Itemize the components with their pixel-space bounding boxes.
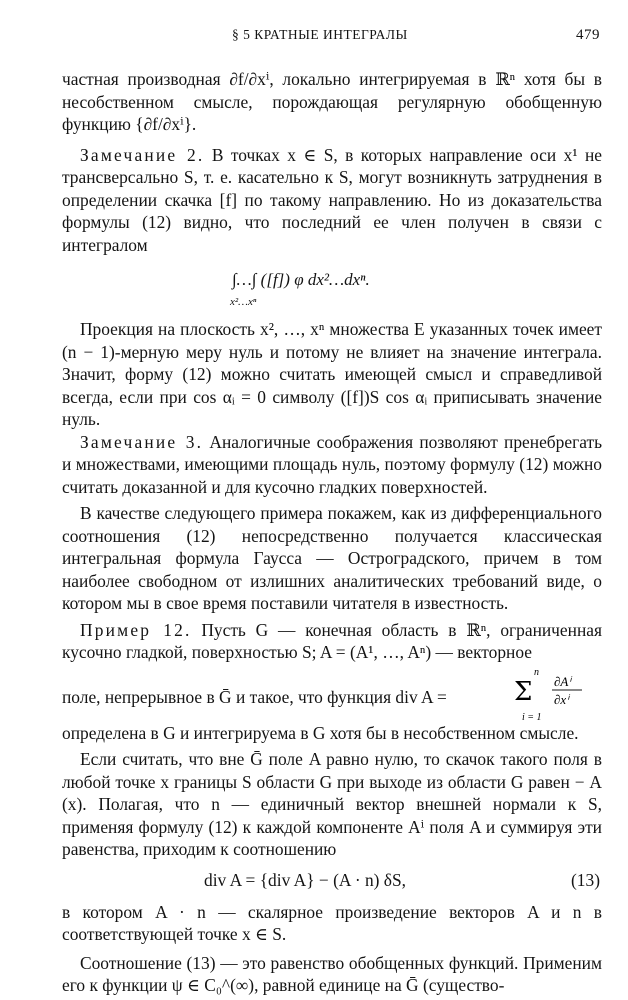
sum-lower-limit: i = 1: [522, 711, 542, 722]
remark-3: [62, 431, 602, 499]
running-header: [62, 24, 602, 48]
example-12-heading: Пример 12.: [80, 619, 192, 640]
sum-term-text: Σ ∂Aⁱ/∂xⁱ: [510, 663, 514, 665]
integral-expression: ∫…∫ ([f]) φ dx²…dxⁿ.: [232, 270, 370, 289]
paragraph-scalar-product: в котором A · n — скалярное произведение векторов A и n в соответствующей точке x ∈ S.: [62, 901, 602, 944]
remark-2: [62, 144, 602, 257]
formula-13-body: div A = {div A} − (A · n) δS,: [204, 869, 407, 890]
remark-3-text: Аналогичные соображения позволяют пренебрегать и множествами, имеющими площадь нуль, поэтому формулу (12) можно считать доказанной и для кусочно гладких поверхностей.: [62, 431, 602, 497]
example-12-text: Пусть G — конечная область в ℝⁿ, ограниченная кусочно гладкой, поверхностью S; A = (A¹, …, Aⁿ) — векторное: [62, 619, 602, 662]
paragraph-projection: Проекция на плоскость x², …, xⁿ множества E указанных точек имеет (n − 1)-мерную меру нуль и потому не влияет на значение интеграла. Значит, форму (12) можно считать имеющей смысл и справедливой всегда, если при cos αᵢ = 0 символу ([f])S cos αᵢ приписывать значение нуль.: [62, 319, 602, 429]
summation-formula: [510, 664, 600, 722]
remark-2-text: В точках x ∈ S, в которых направление оси x¹ не трансверсально S, т. е. касательно к S, могут возникнуть затруднения в определении скачка [f] по такому направлению. Но из доказательства формулы (12) видно, что последний ее член получен в связи с интегралом: [62, 144, 603, 255]
remark-3-heading: Замечание 3.: [80, 431, 204, 452]
paragraph-jump: Если считать, что вне Ḡ поле A равно нулю, то скачок такого поля в любой точке x границы S области G при выходе из области G равен − A (x). Полагая, что n — единичный вектор внешней нормали к S, применяя формулу (12) к каждой компоненте Aⁱ поля A и суммируя эти равенства, приходим к соотношению: [62, 749, 602, 859]
example-12: [62, 619, 602, 664]
divergence-line: [62, 664, 602, 722]
section-title: § 5 КРАТНЫЕ ИНТЕГРАЛЫ: [232, 27, 408, 42]
sum-upper-limit: n: [534, 666, 539, 678]
integral-subscript: x²…xⁿ: [230, 296, 257, 308]
sum-denominator: ∂xⁱ: [554, 691, 569, 707]
formula-13-number: (13): [571, 869, 600, 890]
page-number: 479: [576, 27, 600, 43]
sum-numerator: ∂Aⁱ: [554, 673, 571, 689]
book-page: [62, 24, 602, 997]
paragraph-generalized: Соотношение (13) — это равенство обобщенных функций. Применим его к функции ψ ∈ C₀^(∞), равной единице на Ḡ (существо-: [62, 952, 602, 995]
remark-2-heading: Замечание 2.: [80, 144, 205, 165]
formula-13: [62, 861, 602, 901]
example-12-tail: определена в G и интегрируема в G хотя бы в несобственном смысле.: [62, 722, 579, 743]
paragraph-gauss: В качестве следующего примера покажем, как из дифференциального соотношения (12) непосредственно получается классическая интегральная формула Гаусса — Остроградского, причем в том наиболее свободном от излишних аналитических требований виде, о котором мы в свое время поставили читателя в известность.: [62, 503, 602, 613]
divergence-line-text: поле, непрерывное в Ḡ и такое, что функция div A =: [62, 686, 447, 707]
integral-formula: [62, 256, 602, 318]
sum-sign: Σ: [514, 676, 533, 707]
paragraph-1: частная производная ∂f/∂xⁱ, локально интегрируемая в ℝⁿ хотя бы в несобственном смысле, порождающая регулярную обобщенную функцию {∂f/∂xⁱ}.: [62, 69, 602, 134]
